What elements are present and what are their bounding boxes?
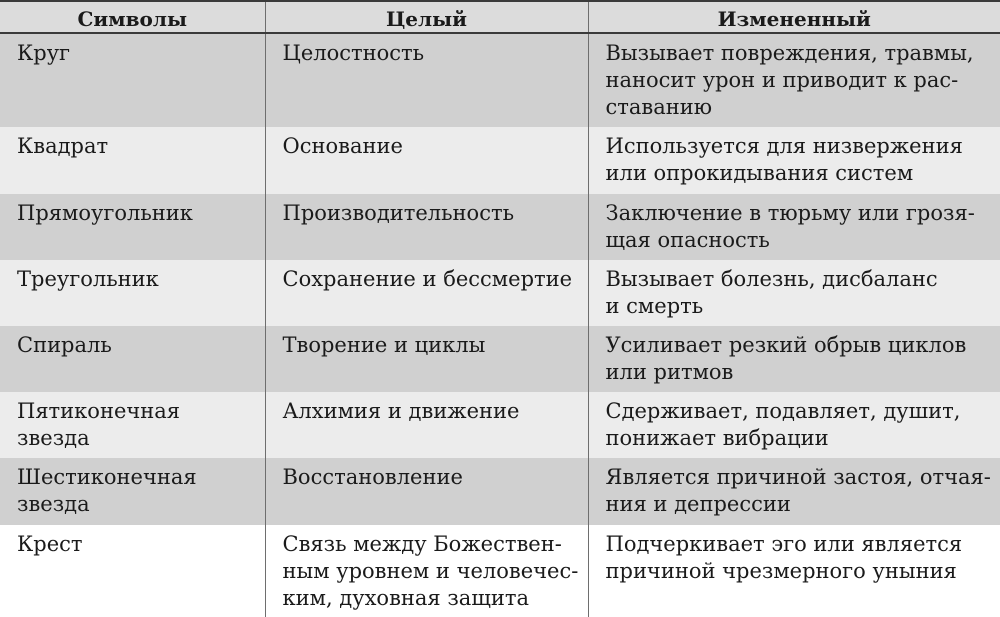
cell-text-line: Алхимия и движение bbox=[282, 399, 520, 424]
cell-symbol bbox=[0, 326, 265, 392]
cell-text-line: звезда bbox=[17, 492, 90, 517]
cell-whole bbox=[265, 326, 588, 392]
cell-text-line: Прямоугольник bbox=[17, 200, 193, 225]
cell-text-line: Подчеркивает эго или является bbox=[605, 531, 963, 556]
cell-text-line: наносит урон и приводит к рас- bbox=[605, 68, 959, 92]
cell-changed bbox=[588, 260, 1000, 326]
table-row bbox=[0, 326, 1000, 392]
table-row bbox=[0, 525, 1000, 617]
cell-symbol bbox=[0, 458, 265, 524]
cell-text-line: Сохранение и бессмертие bbox=[282, 266, 573, 291]
cell-whole bbox=[265, 392, 588, 458]
table-row bbox=[0, 127, 1000, 193]
table-row bbox=[0, 33, 1000, 127]
cell-whole bbox=[265, 458, 588, 524]
cell-changed bbox=[588, 458, 1000, 524]
table-row bbox=[0, 260, 1000, 326]
table-row bbox=[0, 392, 1000, 458]
cell-text-line: ким, духовная защита bbox=[282, 585, 529, 610]
cell-text-line: Восстановление bbox=[282, 465, 463, 490]
cell-text-line: или ритмов bbox=[605, 359, 734, 384]
cell-text-line: ным уровнем и человечес- bbox=[282, 558, 579, 583]
cell-text-line: Заключение в тюрьму или грозя- bbox=[605, 200, 975, 225]
cell-whole bbox=[265, 127, 588, 193]
table-row bbox=[0, 194, 1000, 260]
cell-text-line: Вызывает болезнь, дисбаланс bbox=[605, 266, 938, 291]
cell-text-line: Спираль bbox=[17, 332, 112, 357]
header-symbols: Символы bbox=[0, 1, 265, 33]
cell-changed bbox=[588, 326, 1000, 392]
cell-changed bbox=[588, 392, 1000, 458]
cell-text-line: причиной чрезмерного уныния bbox=[605, 558, 957, 583]
cell-text-line: Пятиконечная bbox=[17, 399, 181, 424]
cell-text-line: понижает вибрации bbox=[605, 426, 829, 451]
cell-text-line: звезда bbox=[17, 426, 90, 451]
header-changed: Измененный bbox=[588, 1, 1000, 33]
cell-text-line: Вызывает повреждения, травмы, bbox=[605, 41, 974, 65]
cell-whole bbox=[265, 194, 588, 260]
cell-symbol bbox=[0, 260, 265, 326]
cell-text-line: и смерть bbox=[605, 293, 704, 318]
cell-symbol bbox=[0, 392, 265, 458]
cell-text-line: Квадрат bbox=[17, 134, 109, 159]
cell-text-line: Шестиконечная bbox=[17, 465, 197, 490]
cell-text-line: Производительность bbox=[282, 200, 515, 225]
cell-whole bbox=[265, 33, 588, 127]
cell-whole bbox=[265, 525, 588, 617]
cell-changed bbox=[588, 33, 1000, 127]
cell-whole bbox=[265, 260, 588, 326]
header-row bbox=[0, 1, 1000, 33]
cell-text-line: Треугольник bbox=[17, 266, 159, 291]
cell-text-line: Круг bbox=[17, 41, 71, 65]
table-row bbox=[0, 458, 1000, 524]
cell-text-line: или опрокидывания систем bbox=[605, 161, 914, 186]
cell-text-line: ставанию bbox=[605, 95, 713, 119]
cell-symbol bbox=[0, 127, 265, 193]
cell-text-line: ния и депрессии bbox=[605, 492, 791, 517]
header-whole: Целый bbox=[265, 1, 588, 33]
cell-changed bbox=[588, 194, 1000, 260]
cell-changed bbox=[588, 127, 1000, 193]
cell-changed bbox=[588, 525, 1000, 617]
cell-text-line: Является причиной застоя, отчая- bbox=[605, 465, 991, 490]
cell-symbol bbox=[0, 33, 265, 127]
cell-text-line: Используется для низвержения bbox=[605, 134, 963, 159]
cell-text-line: щая опасность bbox=[605, 227, 770, 252]
cell-text-line: Целостность bbox=[282, 41, 425, 65]
cell-text-line: Творение и циклы bbox=[282, 332, 486, 357]
cell-text-line: Крест bbox=[17, 531, 83, 556]
cell-text-line: Сдерживает, подавляет, душит, bbox=[605, 399, 961, 424]
cell-symbol bbox=[0, 194, 265, 260]
cell-text-line: Усиливает резкий обрыв циклов bbox=[605, 332, 967, 357]
cell-symbol bbox=[0, 525, 265, 617]
cell-text-line: Основание bbox=[282, 134, 403, 159]
cell-text-line: Связь между Божествен- bbox=[282, 531, 562, 556]
